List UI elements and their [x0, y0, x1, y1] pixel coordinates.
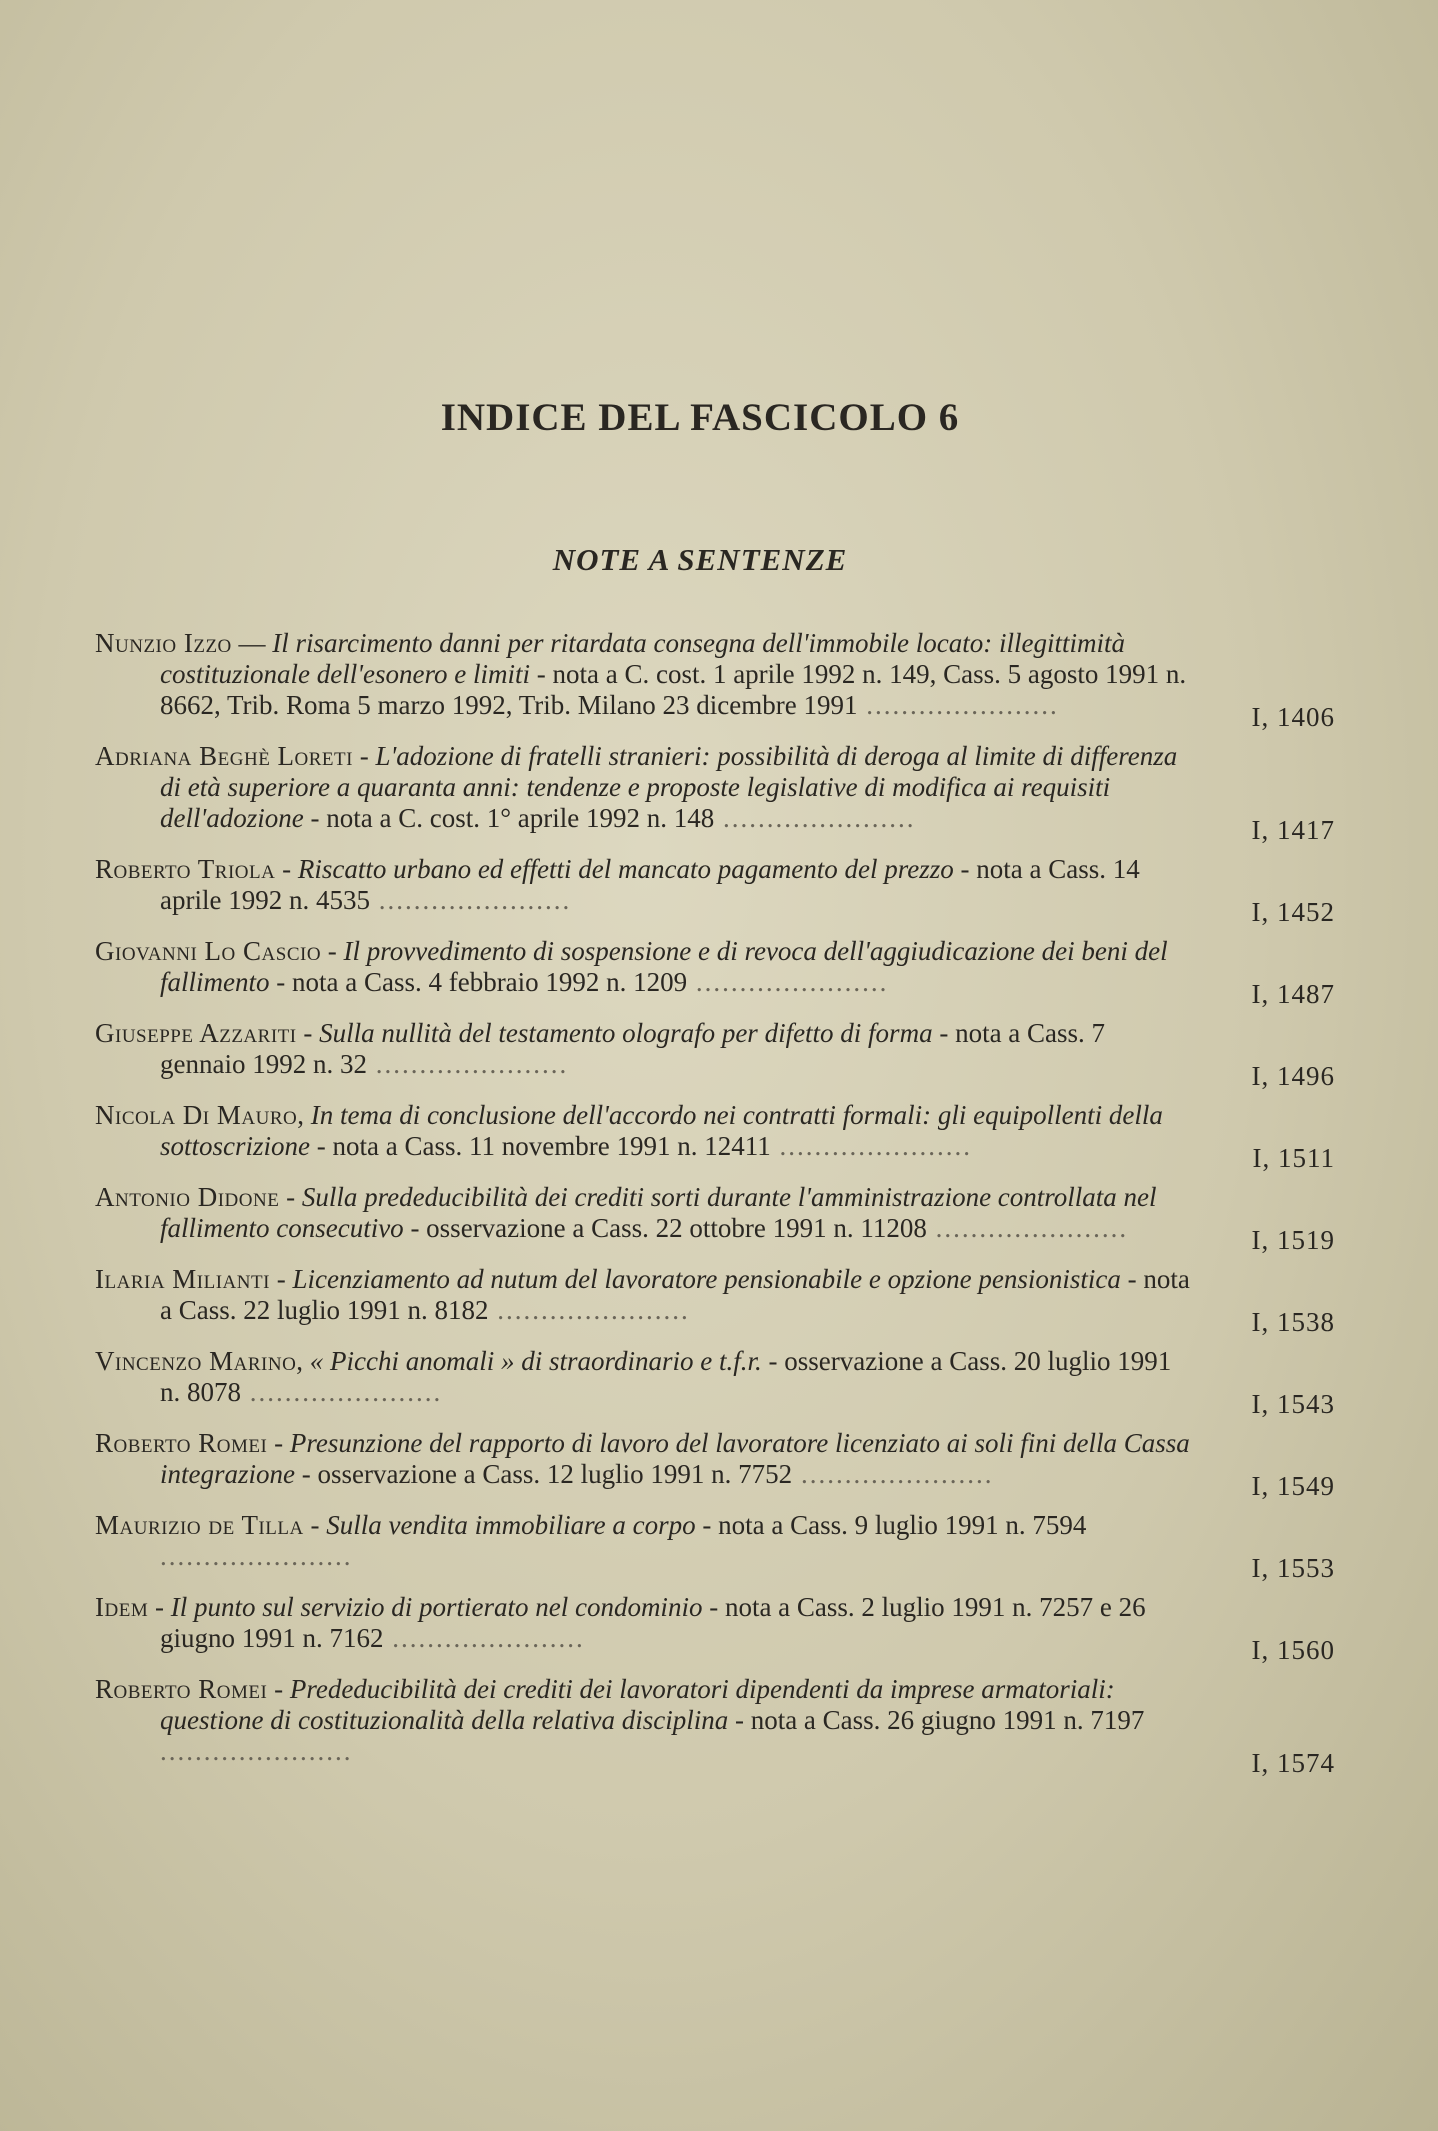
index-entry	[95, 1182, 1335, 1255]
dot-leader: ......................	[488, 1295, 690, 1325]
entry-separator: -	[267, 1674, 290, 1704]
entry-reference: - nota a Cass. 2 luglio 1991 n. 7257 e 26 giugno 1991 n. 7162	[160, 1592, 1146, 1653]
section-heading: NOTE A SENTENZE	[552, 542, 848, 577]
index-entry	[95, 1510, 1335, 1583]
entry-title: Sulla prededucibilità dei crediti sorti durante l'amministrazione controllata nel fallimento consecutivo	[160, 1182, 1157, 1243]
entry-author: Antonio Didone	[95, 1182, 280, 1212]
entry-separator: -	[279, 1182, 302, 1212]
entry-reference: - nota a Cass. 7 gennaio 1992 n. 32	[160, 1018, 1106, 1079]
entry-title: « Picchi anomali » di straordinario e t.f.r.	[309, 1346, 762, 1376]
entry-author: Vincenzo Marino	[95, 1346, 297, 1376]
index-entry	[95, 1346, 1335, 1419]
entry-page-number: I, 1406	[1251, 702, 1335, 732]
entry-separator: —	[231, 628, 273, 658]
entry-author: Maurizio de Tilla	[95, 1510, 304, 1540]
entry-page-number: I, 1417	[1251, 815, 1335, 845]
index-entry	[95, 854, 1335, 927]
dot-leader: ......................	[770, 1131, 972, 1161]
page-title: INDICE DEL FASCICOLO 6	[440, 396, 960, 439]
entry-title: Il risarcimento danni per ritardata consegna dell'immobile locato: illegittimità costituzionale dell'esonero e limiti	[160, 628, 1125, 689]
entry-page-number: I, 1496	[1251, 1061, 1335, 1091]
index-entry	[95, 1428, 1335, 1501]
entry-reference: - nota a C. cost. 1 aprile 1992 n. 149, Cass. 5 agosto 1991 n. 8662, Trib. Roma 5 marzo 1992, Trib. Milano 23 dicembre 1991	[160, 659, 1187, 720]
index-entry	[95, 936, 1335, 1009]
entry-reference: - nota a Cass. 4 febbraio 1992 n. 1209	[269, 967, 688, 997]
dot-leader: ......................	[687, 967, 889, 997]
index-entry	[95, 1264, 1335, 1337]
entry-reference: - osservazione a Cass. 22 ottobre 1991 n. 11208	[403, 1213, 927, 1243]
entry-author: Nunzio Izzo	[95, 628, 232, 658]
entry-author: Adriana Beghè Loreti	[95, 741, 353, 771]
entry-title: Presunzione del rapporto di lavoro del lavoratore licenziato ai soli fini della Cassa integrazione	[160, 1428, 1190, 1489]
entry-page-number: I, 1452	[1251, 897, 1335, 927]
entry-author: Giovanni Lo Cascio	[95, 936, 322, 966]
index-entry	[95, 741, 1335, 845]
entry-page-number: I, 1549	[1251, 1471, 1335, 1501]
dot-leader: ......................	[857, 690, 1059, 720]
entry-author: Giuseppe Azzariti	[95, 1018, 297, 1048]
entry-separator: -	[267, 1428, 290, 1458]
entry-separator: -	[296, 1018, 320, 1048]
index-entry	[95, 1018, 1335, 1091]
entry-title: In tema di conclusione dell'accordo nei contratti formali: gli equipollenti della sottoscrizione	[160, 1100, 1163, 1161]
index-entry	[95, 628, 1335, 732]
entry-title: Il provvedimento di sospensione e di revoca dell'aggiudicazione dei beni del fallimento	[160, 936, 1168, 997]
entry-reference: - nota a Cass. 14 aprile 1992 n. 4535	[160, 854, 1140, 915]
dot-leader: ......................	[369, 885, 572, 915]
entry-separator: -	[275, 854, 298, 884]
entry-page-number: I, 1511	[1252, 1143, 1335, 1173]
entry-separator: -	[303, 1510, 327, 1540]
entry-page-number: I, 1543	[1251, 1389, 1335, 1419]
entry-page-number: I, 1519	[1251, 1225, 1335, 1255]
entry-author: Ilaria Milianti	[95, 1264, 270, 1294]
entry-title: Licenziamento ad nutum del lavoratore pensionabile e opzione pensionistica	[292, 1264, 1121, 1294]
dot-leader: ......................	[160, 1736, 353, 1766]
entry-separator: -	[148, 1592, 171, 1622]
entry-page-number: I, 1560	[1251, 1635, 1335, 1665]
entry-separator: ,	[297, 1100, 311, 1130]
entry-page-number: I, 1574	[1251, 1748, 1335, 1778]
index-entry	[95, 1592, 1335, 1665]
dot-leader: ......................	[366, 1049, 569, 1079]
entry-title: L'adozione di fratelli stranieri: possibilità di deroga al limite di differenza di età superiore a quaranta anni: tendenze e proposte legislative di modifica ai requisiti dell'adozione	[160, 741, 1178, 833]
entry-author: Roberto Romei	[95, 1428, 268, 1458]
entry-separator: -	[352, 741, 376, 771]
entry-separator: -	[321, 936, 344, 966]
entry-reference: - nota a Cass. 11 novembre 1991 n. 12411	[310, 1131, 771, 1161]
dot-leader: ......................	[160, 1541, 353, 1571]
entry-reference: - osservazione a Cass. 20 luglio 1991 n. 8078	[160, 1346, 1172, 1407]
entry-page-number: I, 1538	[1251, 1307, 1335, 1337]
entry-page-number: I, 1487	[1251, 979, 1335, 1009]
entry-page-number: I, 1553	[1251, 1553, 1335, 1583]
entry-title: Prededucibilità dei crediti dei lavoratori dipendenti da imprese armatoriali: questione di costituzionalità della relativa disciplina	[160, 1674, 1115, 1735]
index-entry	[95, 1100, 1335, 1173]
entry-author: Idem	[95, 1592, 149, 1622]
entry-author: Nicola Di Mauro	[95, 1100, 298, 1130]
entry-reference: - nota a Cass. 26 giugno 1991 n. 7197	[728, 1705, 1145, 1735]
entry-title: Riscatto urbano ed effetti del mancato pagamento del prezzo	[297, 854, 954, 884]
dot-leader: ......................	[241, 1377, 443, 1407]
entry-title: Sulla vendita immobiliare a corpo	[326, 1510, 696, 1540]
dot-leader: ......................	[383, 1623, 585, 1653]
entry-reference: - nota a Cass. 22 luglio 1991 n. 8182	[160, 1264, 1190, 1325]
entry-author: Roberto Romei	[95, 1674, 268, 1704]
dot-leader: ......................	[714, 803, 916, 833]
index-list	[95, 628, 1335, 1787]
index-entry	[95, 1674, 1335, 1778]
entry-reference: - nota a Cass. 9 luglio 1991 n. 7594	[695, 1510, 1087, 1540]
entry-separator: ,	[296, 1346, 310, 1376]
dot-leader: ......................	[792, 1459, 994, 1489]
entry-author: Roberto Triola	[95, 854, 276, 884]
entry-reference: - osservazione a Cass. 12 luglio 1991 n. 7752	[295, 1459, 793, 1489]
entry-title: Il punto sul servizio di portierato nel condominio	[170, 1592, 703, 1622]
entry-reference: - nota a C. cost. 1° aprile 1992 n. 148	[303, 803, 715, 833]
entry-separator: -	[269, 1264, 293, 1294]
entry-title: Sulla nullità del testamento olografo per difetto di forma	[319, 1018, 933, 1048]
dot-leader: ......................	[926, 1213, 1129, 1243]
